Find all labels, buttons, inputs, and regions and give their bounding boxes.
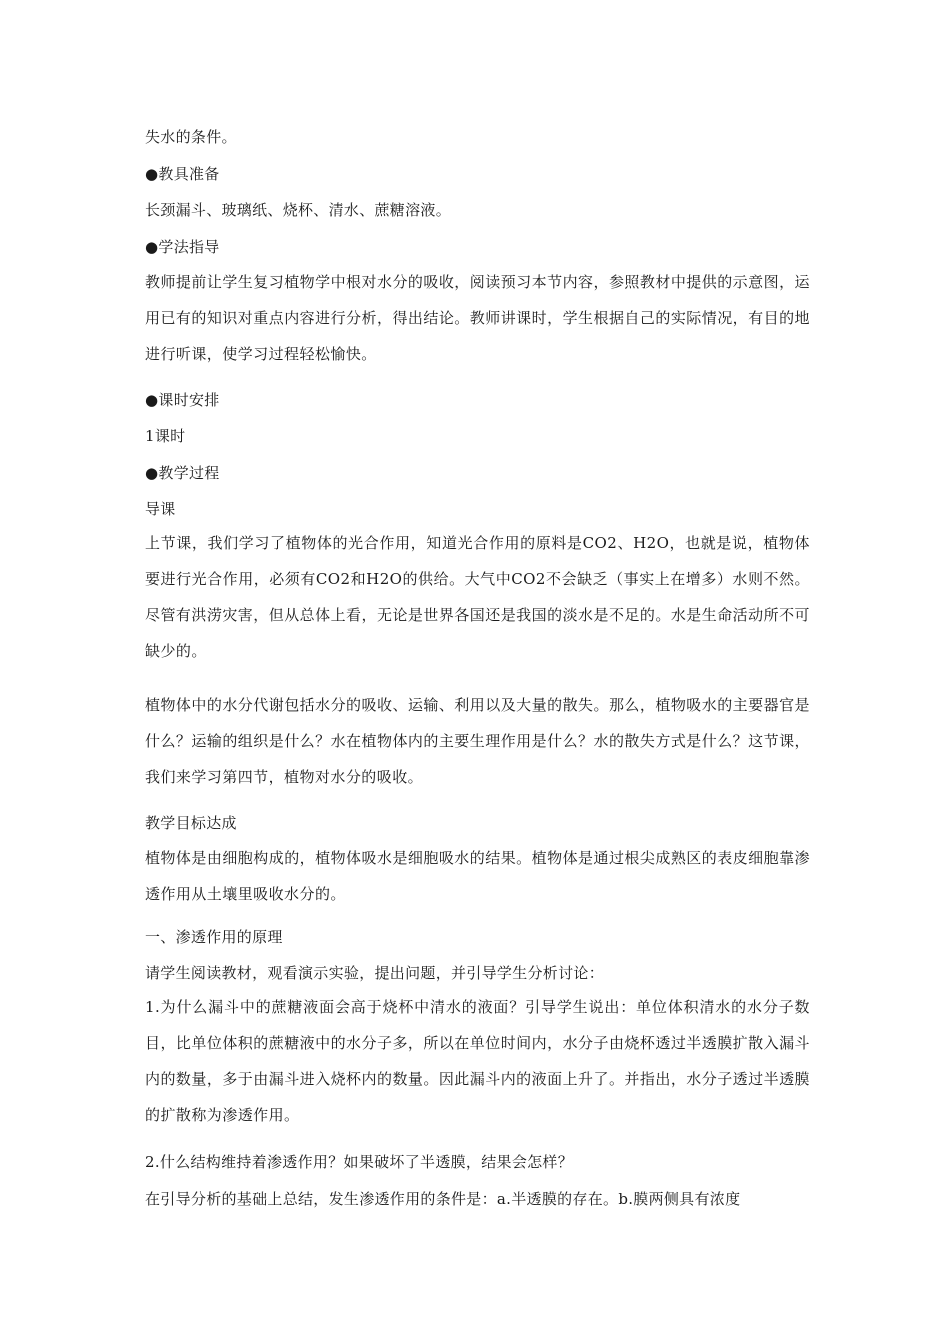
subheading: 教学目标达成 (145, 814, 237, 832)
paragraph-text: 上节课，我们学习了植物体的光合作用，知道光合作用的原料是CO2、H2O，也就是说，植物体要进行光合作用，必须有CO2和H2O的供给。大气中CO2不会缺乏（事实上在增多）水则不然。尽管有洪涝灾害，但从总体上看，无论是世界各国还是我国的淡水是不足的。水是生命活动所不可缺少的。 (145, 534, 810, 660)
paragraph-text: 植物体中的水分代谢包括水分的吸收、运输、利用以及大量的散失。那么，植物吸水的主要器官是什么？运输的组织是什么？水在植物体内的主要生理作用是什么？水的散失方式是什么？这节课，我们来学习第四节，植物对水分的吸收。 (145, 696, 810, 786)
paragraph-text: 请学生阅读教材，观看演示实验，提出问题，并引导学生分析讨论： (145, 964, 605, 982)
paragraph-text: 教师提前让学生复习植物学中根对水分的吸收，阅读预习本节内容，参照教材中提供的示意图，运用已有的知识对重点内容进行分析，得出结论。教师讲课时，学生根据自己的实际情况，有目的地进行听课，使学习过程轻松愉快。 (145, 273, 810, 363)
section-heading: ●课时安排 (145, 391, 220, 409)
paragraph-text: 失水的条件。 (145, 128, 237, 146)
paragraph-text: 植物体是由细胞构成的，植物体吸水是细胞吸水的结果。植物体是通过根尖成熟区的表皮细胞靠渗透作用从土壤里吸收水分的。 (145, 849, 810, 903)
subheading: 导课 (145, 500, 176, 518)
section-heading: ●教学过程 (145, 464, 220, 482)
paragraph-text: 1.为什么漏斗中的蔗糖液面会高于烧杯中清水的液面？引导学生说出：单位体积清水的水分子数目，比单位体积的蔗糖液中的水分子多，所以在单位时间内，水分子由烧杯透过半透膜扩散入漏斗内的数量，多于由漏斗进入烧杯内的数量。因此漏斗内的液面上升了。并指出，水分子透过半透膜的扩散称为渗透作用。 (145, 998, 810, 1124)
section-heading: ●学法指导 (145, 238, 220, 256)
subheading: 一、渗透作用的原理 (145, 928, 283, 946)
section-heading: ●教具准备 (145, 165, 220, 183)
paragraph-text: 在引导分析的基础上总结，发生渗透作用的条件是：a.半透膜的存在。b.膜两侧具有浓度 (145, 1190, 741, 1208)
paragraph-text: 1课时 (145, 427, 186, 445)
paragraph-text: 长颈漏斗、玻璃纸、烧杯、清水、蔗糖溶液。 (145, 201, 452, 219)
paragraph-text: 2.什么结构维持着渗透作用？如果破坏了半透膜，结果会怎样？ (145, 1153, 574, 1171)
